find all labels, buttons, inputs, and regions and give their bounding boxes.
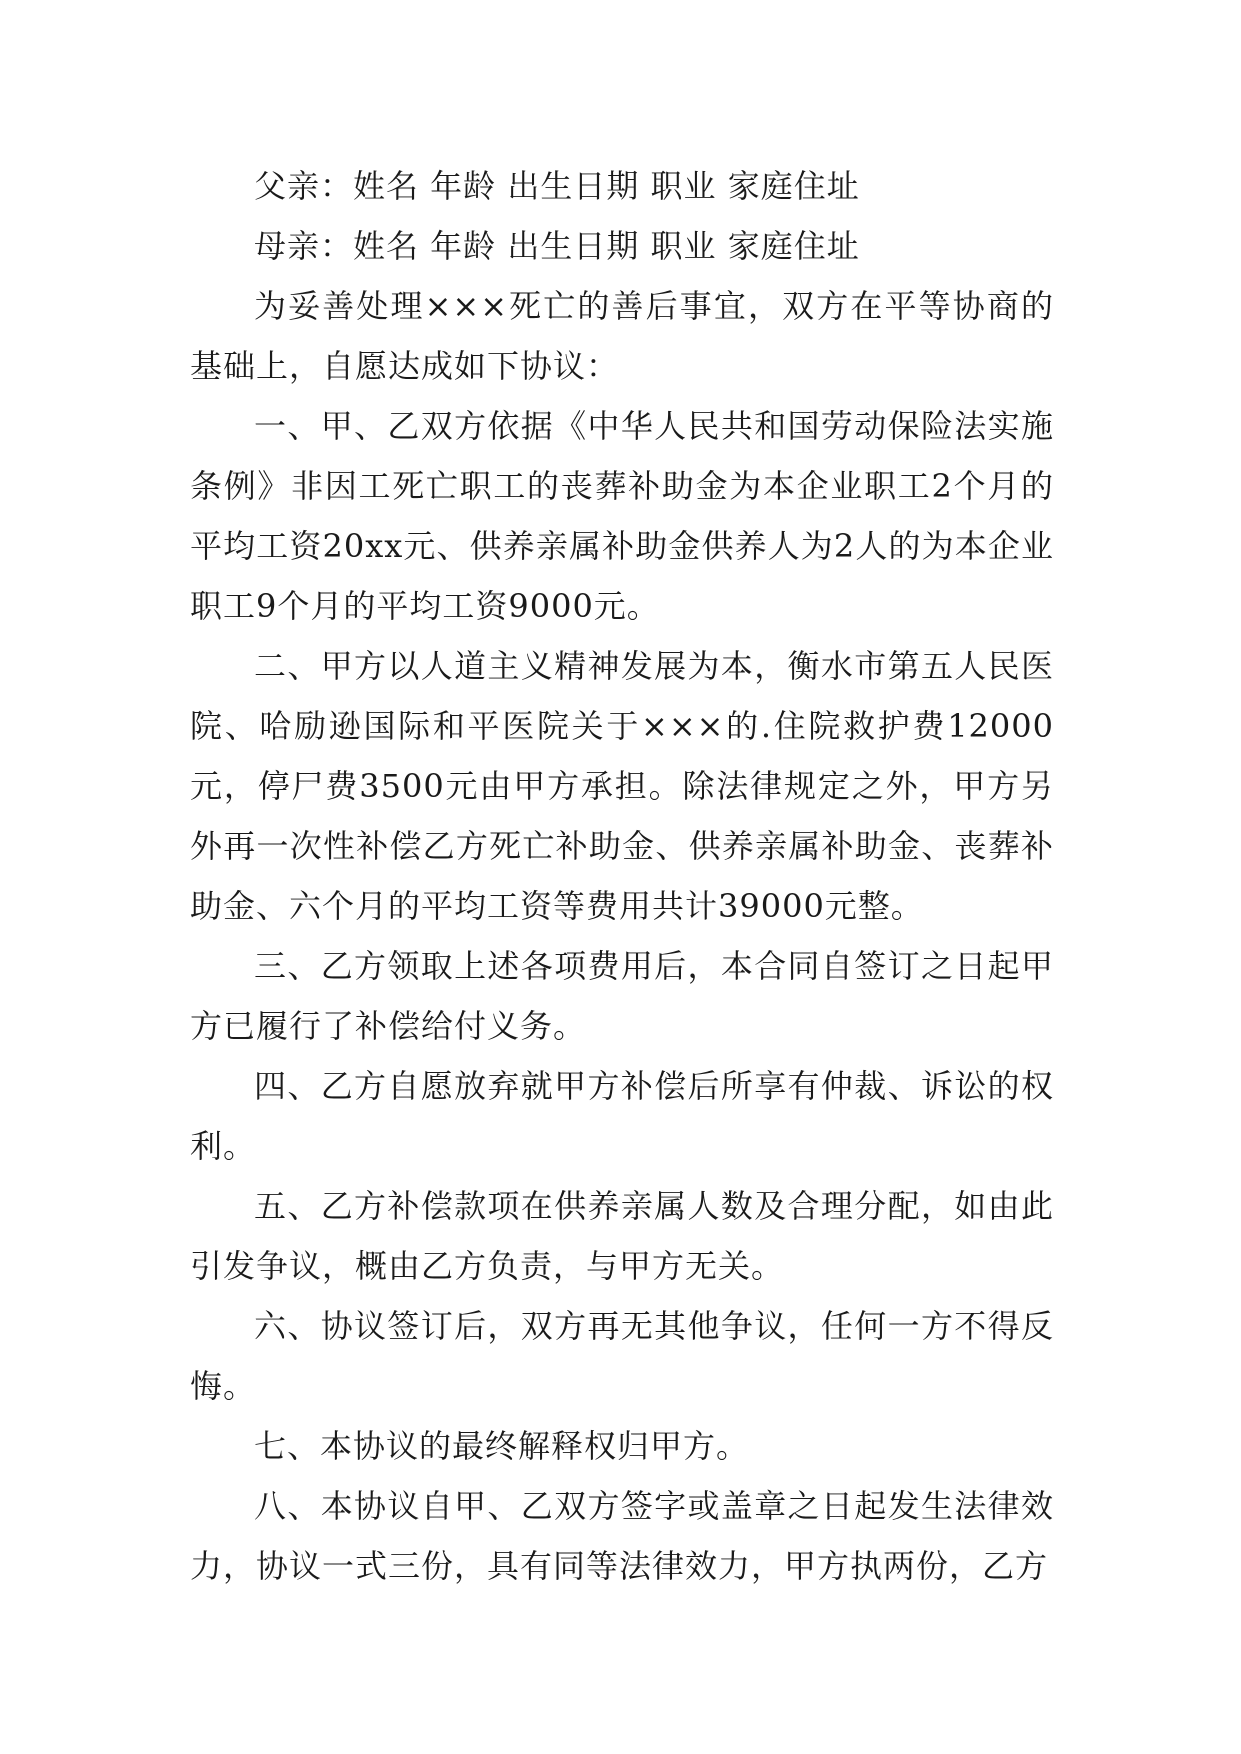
paragraph-clause-6: 六、协议签订后，双方再无其他争议，任何一方不得反悔。 — [190, 1307, 1054, 1405]
paragraph-mother-info: 母亲：姓名 年龄 出生日期 职业 家庭住址 — [254, 227, 860, 265]
paragraph-clause-4: 四、乙方自愿放弃就甲方补偿后所享有仲裁、诉讼的权利。 — [190, 1067, 1054, 1165]
paragraph-clause-8: 八、本协议自甲、乙双方签字或盖章之日起发生法律效力，协议一式三份，具有同等法律效力，甲方执两份，乙方 — [190, 1487, 1054, 1585]
document-body — [190, 156, 1054, 1596]
paragraph-preamble: 为妥善处理×××死亡的善后事宜，双方在平等协商的基础上，自愿达成如下协议： — [190, 287, 1054, 385]
paragraph-clause-5: 五、乙方补偿款项在供养亲属人数及合理分配，如由此引发争议，概由乙方负责，与甲方无关。 — [190, 1187, 1054, 1285]
paragraph-father-info: 父亲：姓名 年龄 出生日期 职业 家庭住址 — [254, 167, 860, 205]
paragraph-clause-7: 七、本协议的最终解释权归甲方。 — [254, 1427, 750, 1465]
paragraph-clause-1: 一、甲、乙双方依据《中华人民共和国劳动保险法实施条例》非因工死亡职工的丧葬补助金为本企业职工2个月的平均工资20xx元、供养亲属补助金供养人为2人的为本企业职工9个月的平均工资9000元。 — [190, 407, 1054, 625]
paragraph-clause-3: 三、乙方领取上述各项费用后，本合同自签订之日起甲方已履行了补偿给付义务。 — [190, 947, 1054, 1045]
paragraph-clause-2: 二、甲方以人道主义精神发展为本，衡水市第五人民医院、哈励逊国际和平医院关于×××的.住院救护费12000元，停尸费3500元由甲方承担。除法律规定之外，甲方另外再一次性补偿乙方死亡补助金、供养亲属补助金、丧葬补助金、六个月的平均工资等费用共计39000元整。 — [190, 647, 1054, 925]
